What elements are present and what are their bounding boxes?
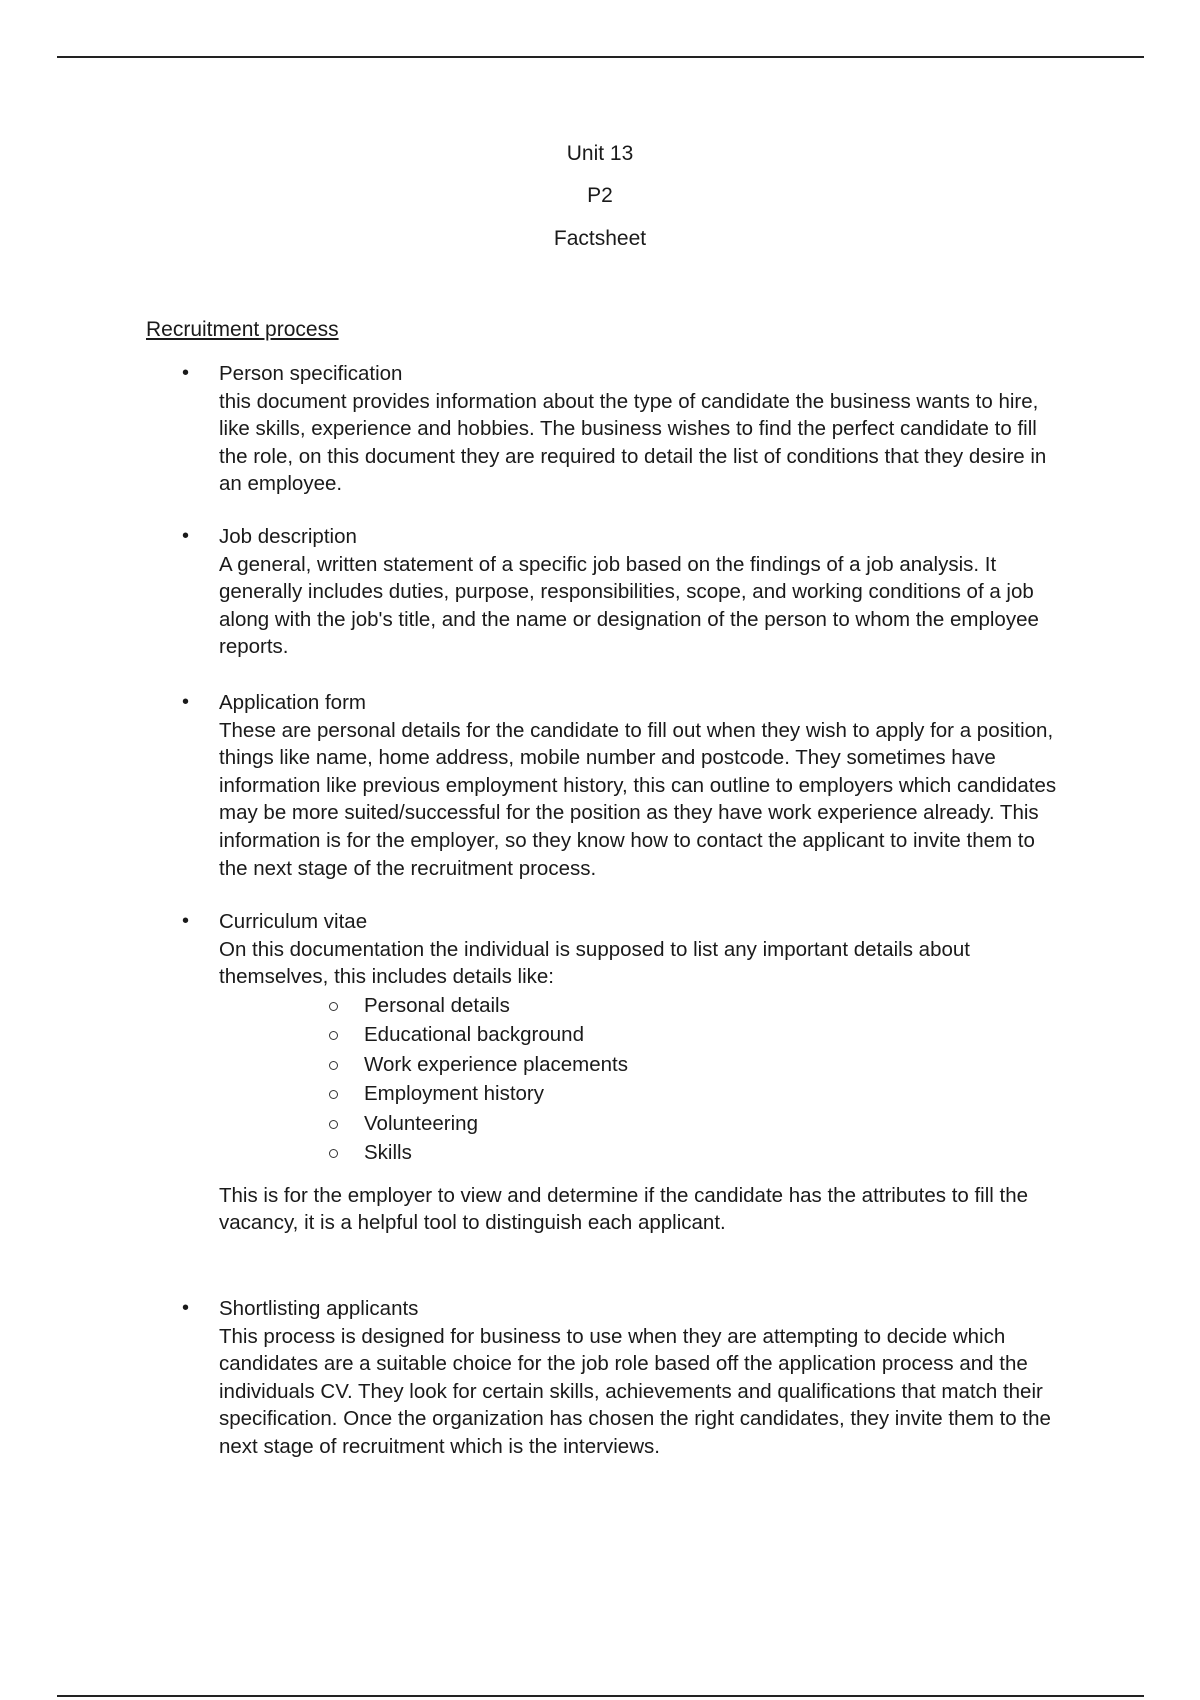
section-title: Recruitment process — [146, 318, 339, 341]
sublist-item-label: Personal details — [364, 993, 510, 1017]
bottom-rule — [57, 1695, 1144, 1697]
cv-details-sublist — [219, 991, 1059, 1168]
unit-label: Unit 13 — [566, 142, 634, 165]
list-item — [0, 908, 1059, 1237]
sublist-item — [219, 1138, 1059, 1168]
item-heading: Curriculum vitae — [219, 910, 368, 934]
list-item — [0, 689, 1059, 882]
bullet-icon: • — [182, 1297, 190, 1320]
bullet-icon: • — [182, 524, 190, 547]
document-type-label: Factsheet — [553, 227, 647, 250]
item-body: A general, written statement of a specific job based on the findings of a job analysis. It generally includes duties, purpose, responsibilities, scope, and working conditions of a job along with the job's title, and the name or designation of the person to whom the employee reports. — [219, 552, 1039, 659]
list-item — [0, 1295, 1059, 1461]
item-body: This process is designed for business to use when they are attempting to decide which candidates are a suitable choice for the job role based off the application process and the individuals CV. They look for certain skills, achievements and qualifications that match their specification. Once the organization has chosen the right candidates, they invite them to the next stage of recruitment which is the interviews. — [219, 1324, 1051, 1459]
item-body: These are personal details for the candidate to fill out when they wish to apply for a position, things like name, home address, mobile number and postcode. They sometimes have information like previous employment history, this can outline to employers which candidates may be more suited/successful for the position as they have work experience already. This information is for the employer, so they know how to contact the applicant to invite them to the next stage of the recruitment process. — [219, 718, 1057, 880]
circle-bullet-icon — [329, 1120, 338, 1129]
sublist-item — [219, 991, 1059, 1021]
bullet-icon: • — [182, 690, 190, 713]
item-body: this document provides information about the type of candidate the business wants to hire, like skills, experience and hobbies. The business wishes to find the perfect candidate to fill the role, on this document they are required to detail the list of conditions that they desire in an employee. — [219, 389, 1047, 496]
recruitment-list — [0, 360, 1200, 1461]
circle-bullet-icon — [329, 1061, 338, 1070]
sublist-item — [219, 1050, 1059, 1080]
sublist-item-label: Work experience placements — [364, 1052, 628, 1076]
item-heading: Person specification — [219, 362, 403, 385]
sublist-item — [219, 1079, 1059, 1109]
list-item — [0, 523, 1059, 661]
top-rule — [57, 56, 1144, 58]
circle-bullet-icon — [329, 1090, 338, 1099]
bullet-icon: • — [182, 910, 190, 933]
sublist-item-label: Educational background — [364, 1023, 584, 1047]
bullet-icon: • — [182, 362, 190, 384]
list-item — [0, 360, 1059, 498]
sublist-item — [219, 1020, 1059, 1050]
sublist-item-label: Skills — [364, 1141, 412, 1165]
item-body: On this documentation the individual is supposed to list any important details about themselves, this includes details like: — [219, 937, 970, 989]
sublist-item-label: Employment history — [364, 1082, 545, 1106]
circle-bullet-icon — [329, 1031, 338, 1040]
circle-bullet-icon — [329, 1149, 338, 1158]
sublist-item — [219, 1109, 1059, 1139]
item-closing-text: This is for the employer to view and determine if the candidate has the attributes to fill the vacancy, it is a helpful tool to distinguish each applicant. — [219, 1183, 1029, 1235]
item-heading: Job description — [219, 524, 357, 548]
item-heading: Application form — [219, 690, 366, 714]
sublist-item-label: Volunteering — [364, 1111, 478, 1135]
document-header — [0, 143, 1200, 250]
item-heading: Shortlisting applicants — [219, 1297, 419, 1321]
circle-bullet-icon — [329, 1002, 338, 1011]
criteria-label: P2 — [587, 184, 613, 207]
